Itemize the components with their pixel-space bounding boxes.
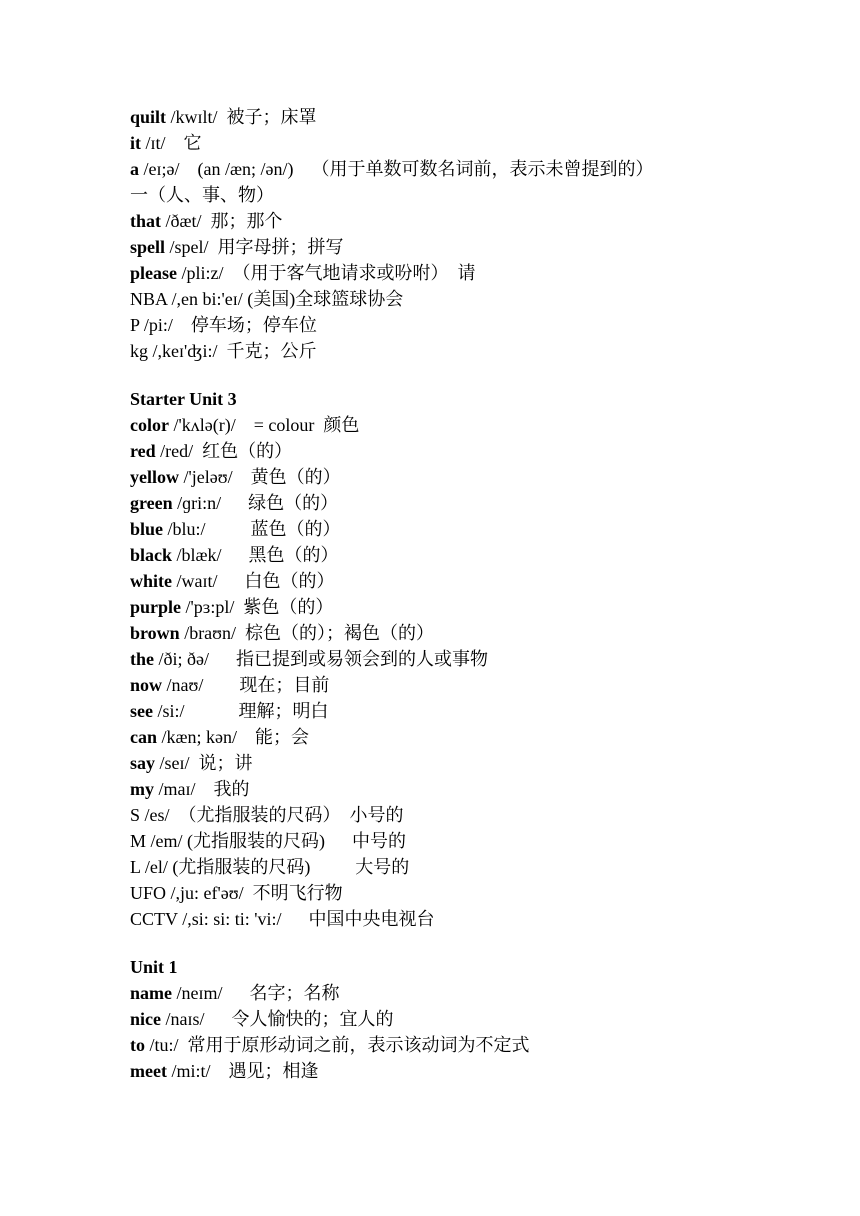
vocab-entry <box>130 260 830 286</box>
vocab-word: NBA <box>130 289 168 309</box>
vocab-word: yellow <box>130 467 179 487</box>
vocab-word: it <box>130 133 141 153</box>
vocab-pronunciation-definition: 一（人、事、物） <box>130 185 274 205</box>
vocab-pronunciation-definition: /,ju: ef'əʊ/ 不明飞行物 <box>166 883 343 903</box>
vocab-entry <box>130 724 830 750</box>
vocab-pronunciation-definition: /blæk/ 黑色（的） <box>172 545 339 565</box>
vocab-word: black <box>130 545 173 565</box>
vocab-entry <box>130 1058 830 1084</box>
vocab-pronunciation-definition: /seɪ/ 说；讲 <box>155 753 253 773</box>
vocab-pronunciation-definition: /naɪs/ 令人愉快的；宜人的 <box>161 1009 394 1029</box>
vocab-entry <box>130 698 830 724</box>
vocab-word: my <box>130 779 154 799</box>
vocab-entry <box>130 906 830 932</box>
vocab-pronunciation-definition: /blu:/ 蓝色（的） <box>163 519 341 539</box>
vocab-word: white <box>130 571 172 591</box>
vocab-pronunciation-definition: /es/ （尤指服装的尺码） 小号的 <box>140 805 404 825</box>
vocab-entry <box>130 156 830 182</box>
vocab-pronunciation-definition: /,keɪ'ʤi:/ 千克；公斤 <box>148 341 317 361</box>
vocab-entry <box>130 104 830 130</box>
vocab-entry <box>130 312 830 338</box>
vocab-entry <box>130 980 830 1006</box>
vocab-entry <box>130 464 830 490</box>
vocab-word: a <box>130 159 139 179</box>
vocab-word: that <box>130 211 161 231</box>
section-heading-starter-unit-3: Starter Unit 3 <box>130 389 237 409</box>
vocab-word: S <box>130 805 141 825</box>
vocab-word: name <box>130 983 172 1003</box>
vocab-entry <box>130 438 830 464</box>
vocab-word: kg <box>130 341 148 361</box>
vocab-word: L <box>130 857 141 877</box>
vocab-entry <box>130 338 830 364</box>
vocab-entry <box>130 568 830 594</box>
vocab-pronunciation-definition: /tu:/ 常用于原形动词之前，表示该动词为不定式 <box>145 1035 530 1055</box>
vocab-pronunciation-definition: /ɪt/ 它 <box>141 133 202 153</box>
vocab-entry <box>130 286 830 312</box>
vocab-entry <box>130 854 830 880</box>
vocab-pronunciation-definition: /'jeləʊ/ 黄色（的） <box>179 467 341 487</box>
vocab-word: UFO <box>130 883 167 903</box>
vocab-word: spell <box>130 237 166 257</box>
section-vocab-list-1 <box>130 104 830 364</box>
vocab-entry <box>130 182 830 208</box>
vocab-pronunciation-definition: /ɡri:n/ 绿色（的） <box>172 493 339 513</box>
vocab-entry <box>130 490 830 516</box>
vocab-word: meet <box>130 1061 167 1081</box>
vocab-pronunciation-definition: /red/ 红色（的） <box>155 441 293 461</box>
section-vocab-list-3 <box>130 980 830 1084</box>
vocab-pronunciation-definition: /'pɜ:pl/ 紫色（的） <box>181 597 334 617</box>
vocab-pronunciation-definition: /pli:z/ （用于客气地请求或吩咐） 请 <box>177 263 476 283</box>
vocab-word: the <box>130 649 154 669</box>
vocab-pronunciation-definition: /neɪm/ 名字；名称 <box>172 983 340 1003</box>
vocab-word: to <box>130 1035 145 1055</box>
vocab-entry <box>130 594 830 620</box>
vocab-pronunciation-definition: /ðæt/ 那；那个 <box>161 211 283 231</box>
vocab-pronunciation-definition: /kwɪlt/ 被子；床罩 <box>166 107 317 127</box>
vocab-pronunciation-definition: /'kʌlə(r)/ = colour 颜色 <box>168 415 360 435</box>
vocab-word: green <box>130 493 173 513</box>
vocab-pronunciation-definition: /si:/ 理解；明白 <box>152 701 329 721</box>
vocab-entry <box>130 802 830 828</box>
vocab-pronunciation-definition: /braʊn/ 棕色（的）；褐色（的） <box>179 623 435 643</box>
vocab-pronunciation-definition: /maɪ/ 我的 <box>154 779 250 799</box>
vocab-pronunciation-definition: /kæn; kən/ 能；会 <box>157 727 309 747</box>
vocab-word: see <box>130 701 153 721</box>
vocab-entry <box>130 208 830 234</box>
section-vocab-list-2 <box>130 412 830 932</box>
vocab-pronunciation-definition: /waɪt/ 白色（的） <box>172 571 335 591</box>
vocab-word: red <box>130 441 156 461</box>
vocab-word: blue <box>130 519 164 539</box>
vocab-word: please <box>130 263 177 283</box>
vocab-entry <box>130 234 830 260</box>
vocab-word: now <box>130 675 163 695</box>
vocab-word: purple <box>130 597 182 617</box>
vocab-pronunciation-definition: /,en bi:'eɪ/ (美国)全球篮球协会 <box>167 289 404 309</box>
vocab-pronunciation-definition: /ði; ðə/ 指已提到或易领会到的人或事物 <box>154 649 488 669</box>
vocab-word: CCTV <box>130 909 178 929</box>
vocabulary-page <box>130 104 830 1084</box>
vocab-entry <box>130 776 830 802</box>
vocab-pronunciation-definition: /eɪ;ə/ (an /æn; /ən/) （用于单数可数名词前，表示未曾提到的） <box>139 159 654 179</box>
vocab-pronunciation-definition: /em/ (尤指服装的尺码) 中号的 <box>146 831 406 851</box>
vocab-entry <box>130 412 830 438</box>
vocab-pronunciation-definition: /spel/ 用字母拼；拼写 <box>165 237 344 257</box>
vocab-word: P <box>130 315 140 335</box>
section-heading-unit-1: Unit 1 <box>130 957 178 977</box>
vocab-entry <box>130 672 830 698</box>
vocab-word: can <box>130 727 157 747</box>
vocab-pronunciation-definition: /naʊ/ 现在；目前 <box>162 675 330 695</box>
vocab-pronunciation-definition: /mi:t/ 遇见；相逢 <box>166 1061 319 1081</box>
vocab-word: say <box>130 753 156 773</box>
vocab-entry <box>130 516 830 542</box>
vocab-pronunciation-definition: /el/ (尤指服装的尺码) 大号的 <box>140 857 410 877</box>
vocab-entry <box>130 130 830 156</box>
vocab-entry <box>130 1032 830 1058</box>
vocab-entry <box>130 880 830 906</box>
vocab-word: quilt <box>130 107 167 127</box>
vocab-word: color <box>130 415 169 435</box>
vocab-word: M <box>130 831 147 851</box>
vocab-entry <box>130 828 830 854</box>
vocab-entry <box>130 620 830 646</box>
vocab-entry <box>130 1006 830 1032</box>
vocab-entry <box>130 646 830 672</box>
vocab-pronunciation-definition: /pi:/ 停车场；停车位 <box>139 315 317 335</box>
vocab-entry <box>130 750 830 776</box>
vocab-word: nice <box>130 1009 161 1029</box>
vocab-pronunciation-definition: /,si: si: ti: 'vi:/ 中国中央电视台 <box>177 909 435 929</box>
vocab-entry <box>130 542 830 568</box>
vocab-word: brown <box>130 623 180 643</box>
